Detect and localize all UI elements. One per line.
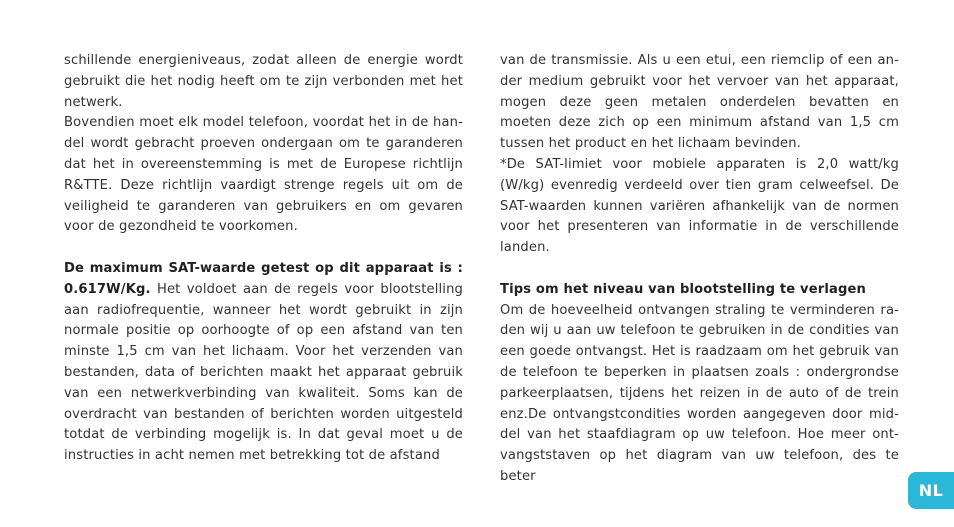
tips-heading: Tips om het niveau van blootstelling te verlagen <box>500 281 866 297</box>
sar-value-statement: De maximum SAT-waarde getest op dit apparaat is : 0.617W/Kg. <box>64 260 463 297</box>
left-paragraph-1: schillende energieniveaus, zodat alleen de energie wordt gebruikt die het nodig heeft om te zijn verbonden met het netwerk. <box>64 53 463 110</box>
tips-paragraph: Om de hoeveelheid ontvangen straling te verminderen ra-den wij u aan uw telefoon te gebruiken in de condities van een goede ontvangst. Het is raadzaam om het gebruik van de telefoon te beperken in plaatsen zoals : ondergrondse parkeerplaatsen, tijdens het reizen in de auto of de trein enz.De ontvangstcondities worden aangegeven door mid-del van het staafdiagram op uw telefoon. Hoe meer ont-vangststaven op het diagram van uw telefoon, des te beter <box>500 302 899 484</box>
sar-paragraph <box>64 259 463 467</box>
language-badge: NL <box>908 472 954 509</box>
right-paragraph-1: van de transmissie. Als u een etui, een riemclip of een an-der medium gebruikt voor het vervoer van het apparaat, mogen deze geen metalen onderdelen bevatten en moeten deze zich op een minimum afstand van 1,5 cm tussen het product en het lichaam bevinden. <box>500 53 899 152</box>
paragraph-gap <box>64 238 463 259</box>
paragraph-gap <box>500 259 899 280</box>
left-paragraph-2: Bovendien moet elk model telefoon, voordat het in de han-del wordt gebracht proeven ondergaan om te garanderen dat het in overeenstemming is met de Europese richtlijn R&TTE. Deze richtlijn vaardigt strenge regels uit om de veiligheid te garanderen van gebruikers en om gevaren voor de gezondheid te voorkomen. <box>64 115 463 235</box>
left-column <box>64 51 463 467</box>
right-column <box>500 51 899 488</box>
sar-paragraph-text: Het voldoet aan de regels voor blootstelling aan radiofrequentie, wanneer het wordt gebruikt in zijn normale positie op oorhoogte of op een afstand van ten minste 1,5 cm van het lichaam. Voor het verzenden van bestanden, data of berichten maakt het apparaat gebruik van een netwerkverbinding van kwaliteit. Soms kan de overdracht van bestanden of berichten worden uitgesteld totdat de verbinding mogelijk is. In dat geval moet u de instructies in acht nemen met betrekking tot de afstand <box>64 281 463 464</box>
sar-limit-note: *De SAT-limiet voor mobiele apparaten is 2,0 watt/kg (W/kg) evenredig verdeeld over tien gram celweefsel. De SAT-waarden kunnen variëren afhankelijk van de normen voor het presenteren van informatie in de verschillende landen. <box>500 156 899 256</box>
